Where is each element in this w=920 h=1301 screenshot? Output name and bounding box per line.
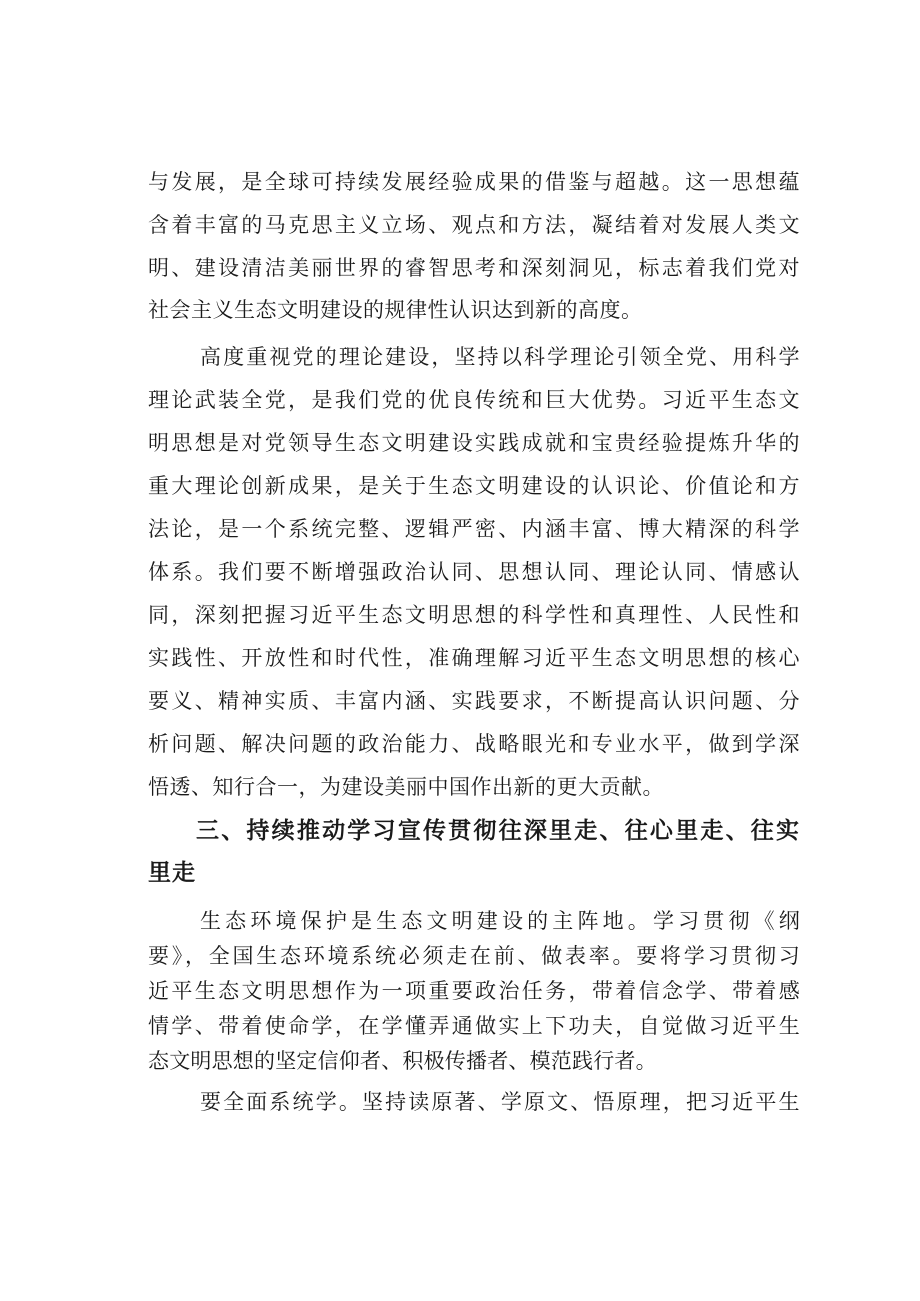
paragraph-line: 含着丰富的马克思主义立场、观点和方法，凝结着对发展人类文 xyxy=(148,213,800,237)
paragraph-line: 法论，是一个系统完整、逻辑严密、内涵丰富、博大精深的科学 xyxy=(148,517,800,541)
paragraph-line: 社会主义生态文明建设的规律性认识达到新的高度。 xyxy=(148,298,643,322)
paragraph-line: 高度重视党的理论建设，坚持以科学理论引领全党、用科学 xyxy=(200,345,800,369)
paragraph-line: 要全面系统学。坚持读原著、学原文、悟原理，把习近平生 xyxy=(200,1090,800,1114)
paragraph-line: 同，深刻把握习近平生态文明思想的科学性和真理性、人民性和 xyxy=(148,603,800,627)
paragraph-line: 明、建设清洁美丽世界的睿智思考和深刻洞见，标志着我们党对 xyxy=(148,256,800,280)
paragraph-line: 体系。我们要不断增强政治认同、思想认同、理论认同、情感认 xyxy=(148,560,800,584)
paragraph-line: 要义、精神实质、丰富内涵、实践要求，不断提高认识问题、分 xyxy=(148,689,800,713)
section-heading: 三、持续推动学习宣传贯彻往深里走、往心里走、往实 xyxy=(196,818,800,844)
paragraph-line: 近平生态文明思想作为一项重要政治任务，带着信念学、带着感 xyxy=(148,979,800,1003)
paragraph-line: 理论武装全党，是我们党的优良传统和巨大优势。习近平生态文 xyxy=(148,388,800,412)
paragraph-line: 生态环境保护是生态文明建设的主阵地。学习贯彻《纲 xyxy=(200,909,800,933)
paragraph-line: 要》，全国生态环境系统必须走在前、做表率。要将学习贯彻习 xyxy=(148,944,800,968)
paragraph-line: 悟透、知行合一，为建设美丽中国作出新的更大贡献。 xyxy=(148,775,664,799)
paragraph-line: 与发展，是全球可持续发展经验成果的借鉴与超越。这一思想蕴 xyxy=(148,170,800,194)
paragraph-line: 明思想是对党领导生态文明建设实践成就和宝贵经验提炼升华的 xyxy=(148,431,800,455)
paragraph-line: 析问题、解决问题的政治能力、战略眼光和专业水平，做到学深 xyxy=(148,732,800,756)
paragraph-line: 重大理论创新成果，是关于生态文明建设的认识论、价值论和方 xyxy=(148,474,800,498)
section-heading: 里走 xyxy=(148,860,196,886)
paragraph-line: 情学、带着使命学，在学懂弄通做实上下功夫，自觉做习近平生 xyxy=(148,1014,800,1038)
paragraph-line: 实践性、开放性和时代性，准确理解习近平生态文明思想的核心 xyxy=(148,646,800,670)
paragraph-line: 态文明思想的坚定信仰者、积极传播者、模范践行者。 xyxy=(148,1049,657,1073)
